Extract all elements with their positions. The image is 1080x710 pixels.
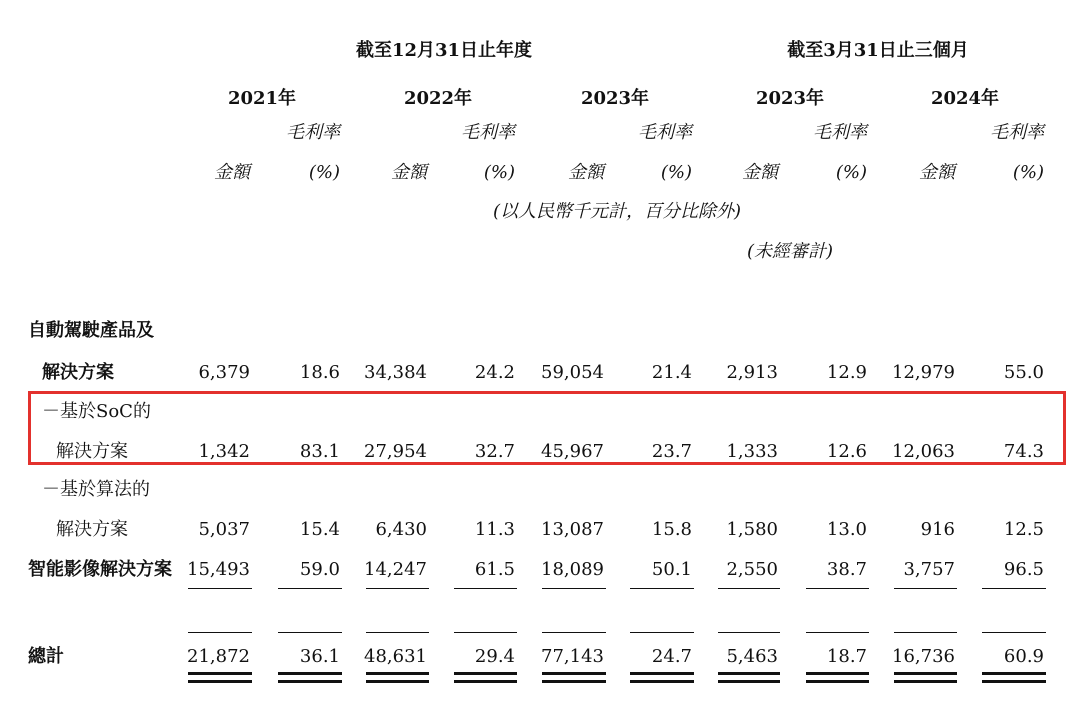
group-title-quarterly: 截至3月31日止三個月 <box>787 40 969 61</box>
total-double-underline <box>806 680 869 683</box>
total-double-underline <box>278 672 342 675</box>
row-label-total: 總計 <box>28 646 64 667</box>
year-header: 2023年 <box>580 88 650 109</box>
unit-note: (以人民幣千元計，百分比除外) <box>492 201 742 222</box>
margin-cell: 83.1 <box>299 441 340 462</box>
percent-header: (%) <box>835 162 867 183</box>
amount-cell: 48,631 <box>364 646 427 667</box>
margin-cell: 96.5 <box>1003 559 1044 580</box>
amount-cell: 1,333 <box>726 441 778 462</box>
row-label-algo-line1: －基於算法的 <box>42 479 150 500</box>
subtotal-underline <box>542 588 606 589</box>
margin-cell: 32.7 <box>474 441 515 462</box>
margin-cell: 12.5 <box>1003 519 1044 540</box>
subtotal-underline <box>806 588 869 589</box>
amount-cell: 16,736 <box>892 646 955 667</box>
total-double-underline <box>188 680 252 683</box>
margin-cell: 11.3 <box>474 519 515 540</box>
subtotal-underline <box>894 588 957 589</box>
amount-header: 金額 <box>742 162 778 183</box>
margin-cell: 21.4 <box>651 362 692 383</box>
total-double-underline <box>718 680 780 683</box>
margin-cell: 15.8 <box>651 519 692 540</box>
amount-cell: 2,913 <box>726 362 778 383</box>
total-double-underline <box>188 672 252 675</box>
amount-cell: 27,954 <box>364 441 427 462</box>
gross-margin-header: 毛利率 <box>286 122 340 143</box>
total-double-underline <box>630 672 694 675</box>
margin-cell: 36.1 <box>299 646 340 667</box>
total-double-underline <box>894 680 957 683</box>
margin-cell: 13.0 <box>826 519 867 540</box>
row-label-soc-line2: 解決方案 <box>56 441 128 462</box>
margin-cell: 60.9 <box>1003 646 1044 667</box>
amount-cell: 6,379 <box>198 362 250 383</box>
margin-cell: 59.0 <box>299 559 340 580</box>
total-double-underline <box>630 680 694 683</box>
amount-cell: 12,063 <box>892 441 955 462</box>
total-double-underline <box>894 672 957 675</box>
total-double-underline <box>454 672 517 675</box>
total-double-underline <box>366 680 429 683</box>
row-label-imaging: 智能影像解決方案 <box>28 559 172 580</box>
gross-margin-header: 毛利率 <box>638 122 692 143</box>
total-top-rule <box>718 632 780 633</box>
margin-cell: 12.9 <box>826 362 867 383</box>
amount-cell: 77,143 <box>541 646 604 667</box>
subtotal-underline <box>278 588 342 589</box>
total-double-underline <box>806 672 869 675</box>
total-top-rule <box>894 632 957 633</box>
subtotal-underline <box>718 588 780 589</box>
subtotal-underline <box>630 588 694 589</box>
amount-cell: 12,979 <box>892 362 955 383</box>
amount-cell: 916 <box>920 519 955 540</box>
percent-header: (%) <box>1012 162 1044 183</box>
margin-cell: 23.7 <box>651 441 692 462</box>
total-double-underline <box>278 680 342 683</box>
amount-header: 金額 <box>919 162 955 183</box>
total-double-underline <box>542 680 606 683</box>
amount-cell: 5,037 <box>198 519 250 540</box>
row-label-algo-line2: 解決方案 <box>56 519 128 540</box>
amount-header: 金額 <box>214 162 250 183</box>
margin-cell: 74.3 <box>1003 441 1044 462</box>
gross-margin-header: 毛利率 <box>990 122 1044 143</box>
year-header: 2021年 <box>227 88 297 109</box>
total-double-underline <box>542 672 606 675</box>
margin-cell: 15.4 <box>299 519 340 540</box>
margin-cell: 29.4 <box>474 646 515 667</box>
total-double-underline <box>982 672 1046 675</box>
total-double-underline <box>366 672 429 675</box>
year-header: 2022年 <box>403 88 473 109</box>
amount-cell: 6,430 <box>375 519 427 540</box>
total-double-underline <box>718 672 780 675</box>
amount-cell: 13,087 <box>541 519 604 540</box>
percent-header: (%) <box>308 162 340 183</box>
unaudited-note: (未經審計) <box>746 241 834 262</box>
year-header: 2023年 <box>755 88 825 109</box>
subtotal-underline <box>366 588 429 589</box>
amount-cell: 5,463 <box>726 646 778 667</box>
amount-cell: 34,384 <box>364 362 427 383</box>
subtotal-underline <box>982 588 1046 589</box>
gross-margin-header: 毛利率 <box>813 122 867 143</box>
amount-cell: 2,550 <box>726 559 778 580</box>
total-double-underline <box>454 680 517 683</box>
total-top-rule <box>188 632 252 633</box>
subtotal-underline <box>188 588 252 589</box>
amount-cell: 59,054 <box>541 362 604 383</box>
margin-cell: 24.2 <box>474 362 515 383</box>
amount-header: 金額 <box>391 162 427 183</box>
group-title-annual: 截至12月31日止年度 <box>355 40 533 61</box>
margin-cell: 18.7 <box>826 646 867 667</box>
amount-cell: 15,493 <box>187 559 250 580</box>
total-top-rule <box>630 632 694 633</box>
row-label-soc-line1: －基於SoC的 <box>42 401 151 422</box>
total-top-rule <box>542 632 606 633</box>
highlight-box <box>28 391 1066 465</box>
year-header: 2024年 <box>930 88 1000 109</box>
total-top-rule <box>982 632 1046 633</box>
subtotal-underline <box>454 588 517 589</box>
percent-header: (%) <box>660 162 692 183</box>
amount-cell: 3,757 <box>903 559 955 580</box>
margin-cell: 24.7 <box>651 646 692 667</box>
margin-cell: 50.1 <box>651 559 692 580</box>
amount-cell: 1,342 <box>198 441 250 462</box>
amount-cell: 45,967 <box>541 441 604 462</box>
amount-cell: 14,247 <box>364 559 427 580</box>
amount-cell: 21,872 <box>187 646 250 667</box>
amount-cell: 18,089 <box>541 559 604 580</box>
margin-cell: 55.0 <box>1003 362 1044 383</box>
margin-cell: 12.6 <box>826 441 867 462</box>
row-label-autonomous-line2: 解決方案 <box>42 362 114 383</box>
margin-cell: 38.7 <box>826 559 867 580</box>
percent-header: (%) <box>483 162 515 183</box>
gross-margin-header: 毛利率 <box>461 122 515 143</box>
margin-cell: 61.5 <box>474 559 515 580</box>
total-double-underline <box>982 680 1046 683</box>
row-label-autonomous-line1: 自動駕駛產品及 <box>28 320 154 341</box>
total-top-rule <box>278 632 342 633</box>
amount-cell: 1,580 <box>726 519 778 540</box>
margin-cell: 18.6 <box>299 362 340 383</box>
total-top-rule <box>366 632 429 633</box>
total-top-rule <box>454 632 517 633</box>
amount-header: 金額 <box>568 162 604 183</box>
total-top-rule <box>806 632 869 633</box>
